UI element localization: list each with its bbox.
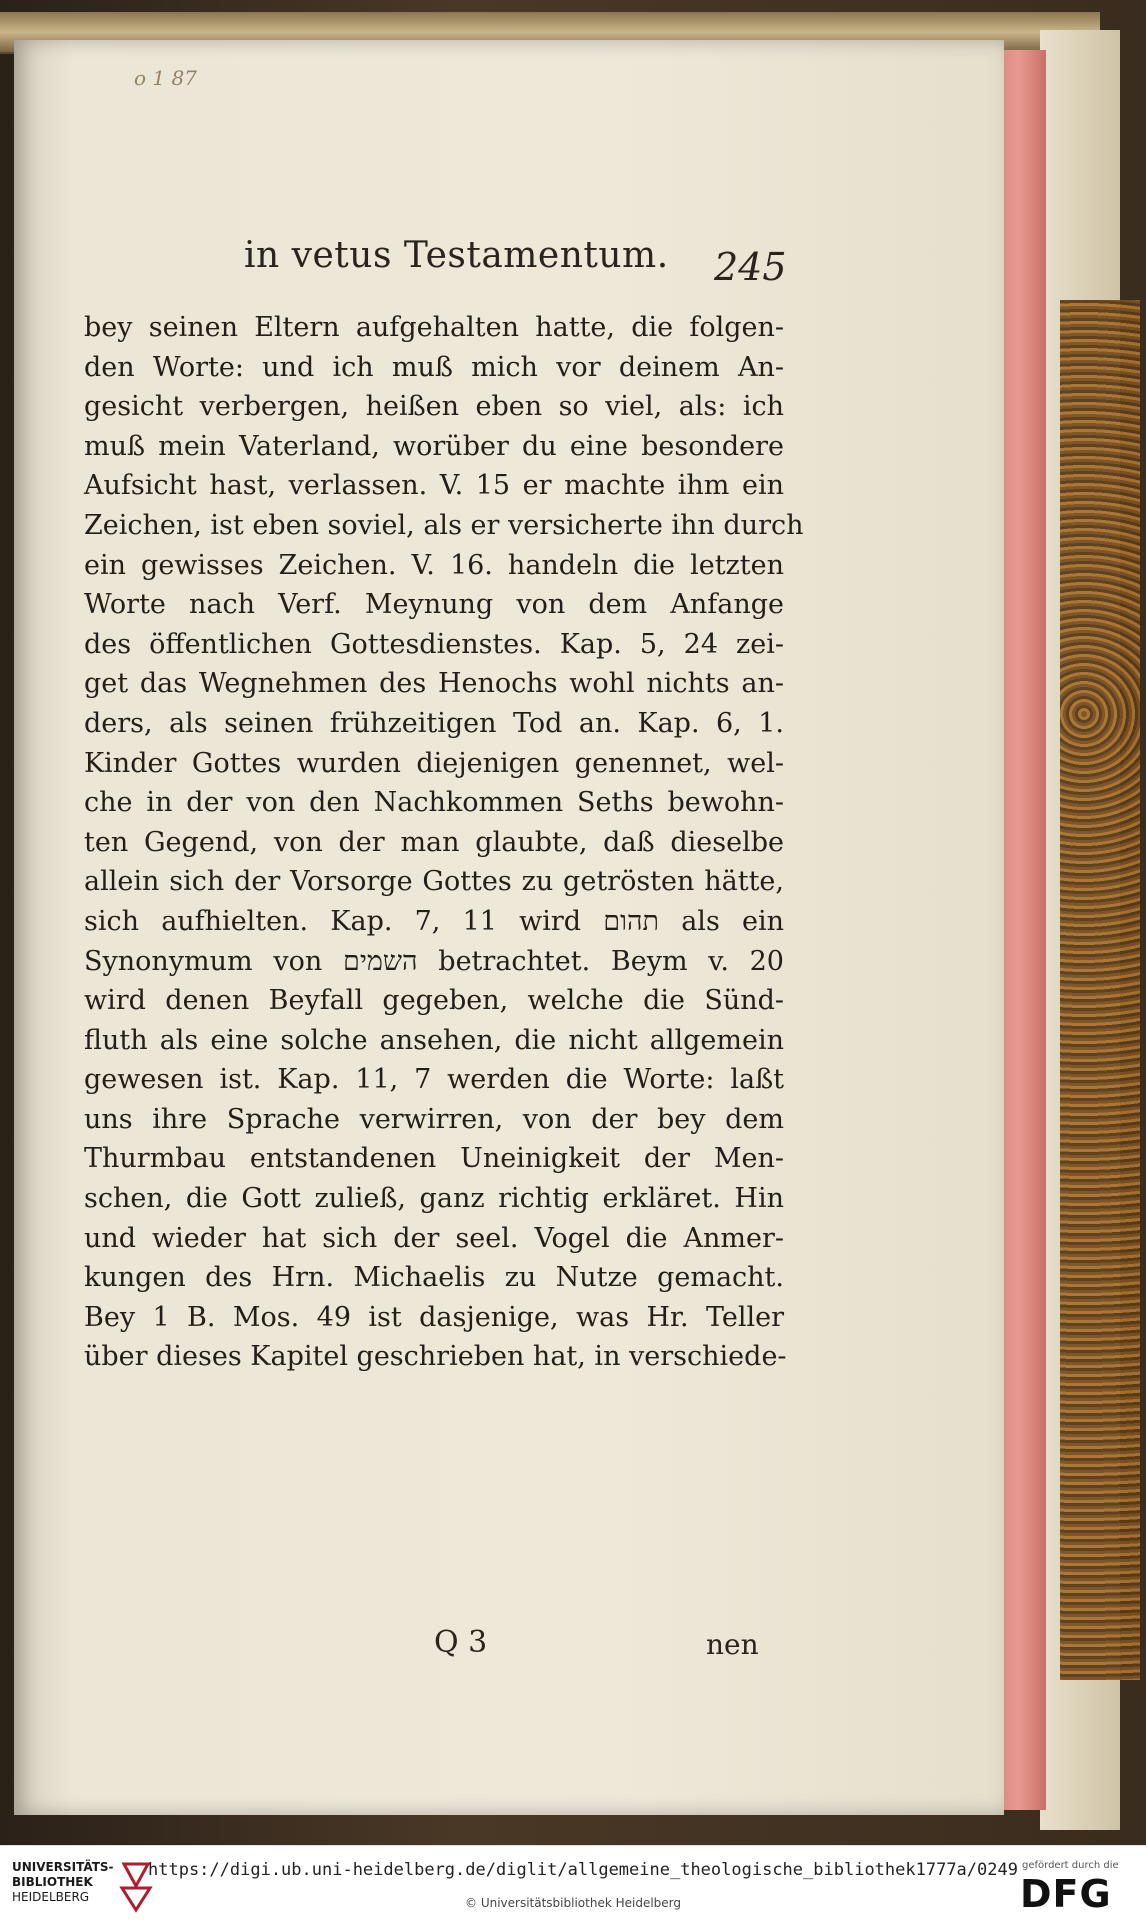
text-line: Thurmbau entstandenen Uneinigkeit der Men- — [84, 1143, 784, 1175]
marbled-cover — [1060, 300, 1140, 1680]
text-line: schen, die Gott zuließ, ganz richtig erkläret. Hin — [84, 1183, 784, 1215]
text-line: und wieder hat sich der seel. Vogel die Anmer- — [84, 1222, 784, 1254]
text-line: Worte nach Verf. Meynung von dem Anfange — [84, 589, 784, 621]
text-line: muß mein Vaterland, worüber du eine besondere — [84, 430, 784, 462]
funding-label: gefördert durch die — [1022, 1860, 1119, 1871]
text-line: Aufsicht hast, verlassen. V. 15 er machte ihm ein — [84, 470, 784, 502]
body-text — [84, 308, 804, 1377]
text-line: bey seinen Eltern aufgehalten hatte, die folgen- — [84, 312, 784, 343]
text-line: Zeichen, ist eben soviel, als er versicherte ihn durch — [84, 509, 804, 541]
text-line: uns ihre Sprache verwirren, von der bey dem — [84, 1103, 784, 1135]
text-line: wird denen Beyfall gegeben, welche die Sünd- — [84, 985, 784, 1017]
text-line: über dieses Kapitel geschrieben hat, in verschiede- — [84, 1341, 787, 1373]
text-line: Synonymum von השמים betrachtet. Beym v. 20 — [84, 945, 784, 977]
copyright-notice: © Universitätsbibliothek Heidelberg — [465, 1896, 682, 1910]
text-line: den Worte: und ich muß mich vor deinem An- — [84, 351, 784, 383]
library-name-line2: BIBLIOTHEK — [12, 1875, 93, 1889]
text-line: sich aufhielten. Kap. 7, 11 wird תהום als ein — [84, 905, 784, 937]
signature-mark: Q 3 — [434, 1625, 488, 1660]
text-line: get das Wegnehmen des Henochs wohl nichts an- — [84, 668, 784, 700]
text-line: gesicht verbergen, heißen eben so viel, als: ich — [84, 391, 784, 423]
text-line: allein sich der Vorsorge Gottes zu getrösten hätte, — [84, 866, 784, 898]
library-name-line3: HEIDELBERG — [12, 1890, 90, 1904]
footer-bar — [0, 1845, 1146, 1928]
library-stamp: o 1 87 — [134, 66, 197, 90]
book-page — [14, 40, 1004, 1815]
dfg-logo[interactable]: DFG — [1020, 1872, 1112, 1916]
catchword: nen — [706, 1628, 759, 1661]
text-line: fluth als eine solche ansehen, die nicht allgemein — [84, 1024, 784, 1056]
text-line: ein gewisses Zeichen. V. 16. handeln die letzten — [84, 549, 784, 581]
page-number: 245 — [714, 245, 787, 289]
running-head: in vetus Testamentum. — [244, 235, 669, 276]
text-line: des öffentlichen Gottesdienstes. Kap. 5, 24 zei- — [84, 628, 784, 660]
text-line: ten Gegend, von der man glaubte, daß dieselbe — [84, 826, 784, 858]
text-line: Kinder Gottes wurden diejenigen genennet, wel- — [84, 747, 784, 779]
permalink[interactable]: https://digi.ub.uni-heidelberg.de/diglit/allgemeine_theologische_bibliothek1777a/0249 — [148, 1860, 1018, 1880]
text-line: ders, als seinen frühzeitigen Tod an. Kap. 6, 1. — [84, 707, 784, 739]
text-line: kungen des Hrn. Michaelis zu Nutze gemacht. — [84, 1262, 784, 1294]
library-name-line1: UNIVERSITÄTS- — [12, 1860, 114, 1874]
text-line: gewesen ist. Kap. 11, 7 werden die Worte: laßt — [84, 1064, 784, 1096]
red-page-edge — [1000, 50, 1046, 1810]
text-line: Bey 1 B. Mos. 49 ist dasjenige, was Hr. Teller — [84, 1301, 784, 1333]
text-line: che in der von den Nachkommen Seths bewohn- — [84, 787, 784, 819]
